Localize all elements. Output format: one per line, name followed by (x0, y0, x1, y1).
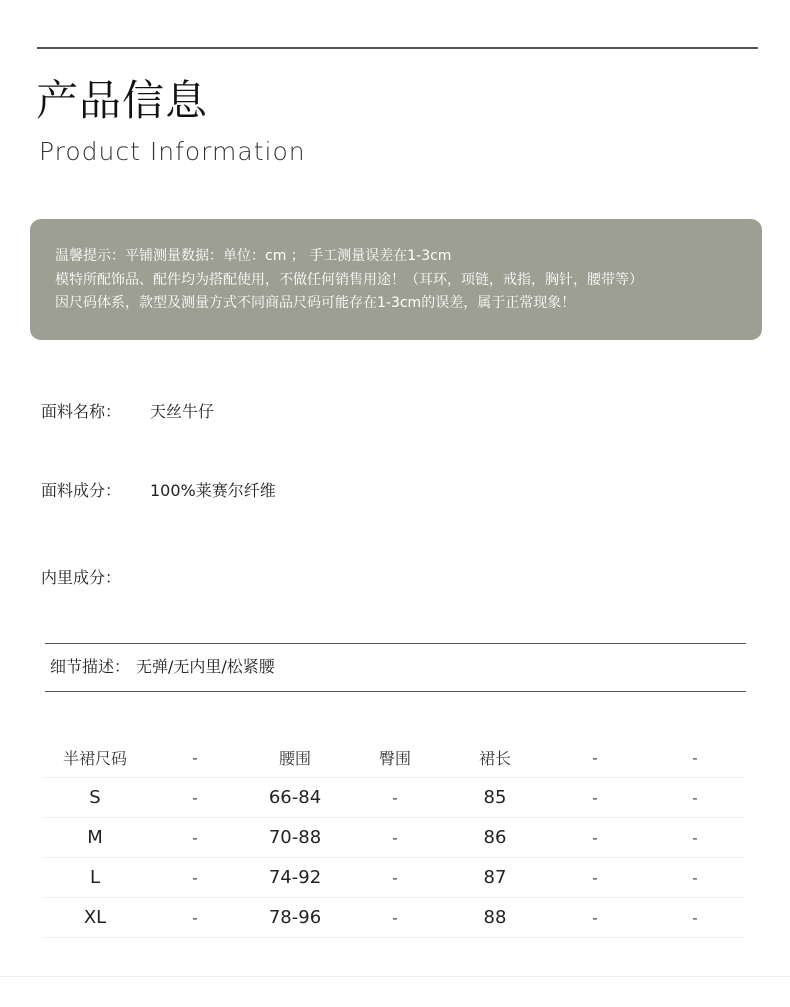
notice-line-measurement: 温馨提示：平铺测量数据：单位：cm ； 手工测量误差在1-3cm (55, 248, 452, 264)
table-row (45, 858, 745, 898)
header-waist: 腰围 (245, 738, 345, 778)
fabric-composition-label: 面料成分： (41, 481, 122, 500)
detail-label: 细节描述： (50, 657, 131, 676)
table-cell: - (645, 818, 745, 858)
table-cell: - (645, 858, 745, 898)
table-cell: - (345, 818, 445, 858)
table-cell: L (45, 858, 145, 898)
fabric-name-label: 面料名称： (41, 402, 122, 421)
table-cell: 66-84 (245, 778, 345, 818)
table-cell: - (545, 858, 645, 898)
header-hip: 臀围 (345, 738, 445, 778)
header-length: 裙长 (445, 738, 545, 778)
table-cell: 87 (445, 858, 545, 898)
table-cell: - (545, 778, 645, 818)
header-size: 半裙尺码 (45, 738, 145, 778)
size-table (45, 738, 745, 938)
table-cell: S (45, 778, 145, 818)
table-cell: 85 (445, 778, 545, 818)
table-cell: - (545, 818, 645, 858)
table-cell: 88 (445, 898, 545, 938)
detail-value: 无弹/无内里/松紧腰 (136, 657, 275, 676)
notice-line-size-error: 因尺码体系，款型及测量方式不同商品尺码可能存在1-3cm的误差，属于正常现象！ (55, 295, 576, 311)
notice-line-accessories: 模特所配饰品、配件均为搭配使用，不做任何销售用途！（耳环，项链，戒指，胸针，腰带等） (55, 272, 643, 288)
fabric-composition-value: 100%莱赛尔纤维 (150, 481, 276, 500)
fabric-composition-row (41, 481, 276, 501)
detail-divider-bottom (45, 691, 746, 692)
table-cell: - (345, 898, 445, 938)
table-row (45, 898, 745, 938)
fabric-name-row (41, 402, 214, 422)
lining-composition-row (41, 568, 150, 588)
table-cell: 78-96 (245, 898, 345, 938)
table-cell: XL (45, 898, 145, 938)
table-cell: 86 (445, 818, 545, 858)
section-title: 产品信息 (36, 76, 209, 125)
detail-divider-top (45, 643, 746, 644)
header-cell: - (545, 738, 645, 778)
detail-row (50, 657, 275, 677)
table-cell: - (145, 818, 245, 858)
table-cell: M (45, 818, 145, 858)
size-table-header-row (45, 738, 745, 778)
lining-composition-label: 内里成分： (41, 568, 122, 587)
table-cell: 70-88 (245, 818, 345, 858)
table-cell: - (645, 898, 745, 938)
table-row (45, 778, 745, 818)
fabric-name-value: 天丝牛仔 (150, 402, 215, 421)
top-divider (37, 47, 758, 49)
table-cell: - (145, 778, 245, 818)
header-cell: - (145, 738, 245, 778)
table-cell: - (145, 858, 245, 898)
table-cell: - (345, 778, 445, 818)
table-row (45, 818, 745, 858)
table-cell: 74-92 (245, 858, 345, 898)
table-cell: - (645, 778, 745, 818)
header-cell: - (645, 738, 745, 778)
notice-box (30, 219, 762, 340)
table-cell: - (345, 858, 445, 898)
bottom-divider (0, 976, 790, 977)
table-cell: - (145, 898, 245, 938)
section-subtitle: Product Information (39, 137, 306, 166)
table-cell: - (545, 898, 645, 938)
